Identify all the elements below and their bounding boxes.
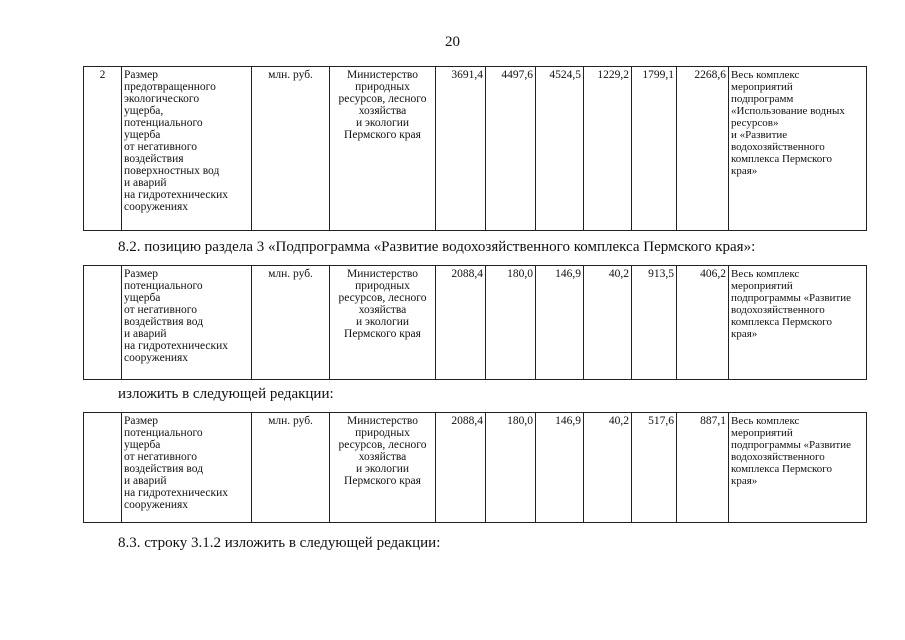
indicator-name: Размер потенциального ущерба от негативного воздействия вод и аварий на гидротехнических сооружениях bbox=[122, 413, 252, 523]
row-number: 2 bbox=[84, 67, 122, 231]
indicator-name: Размер предотвращенного экологического ущерба, потенциального ущерба от негативного воздействия поверхностных вод и аварий на гидротехнических сооружениях bbox=[122, 67, 252, 231]
value-cell: 406,2 bbox=[677, 266, 729, 380]
value-cell: 4524,5 bbox=[536, 67, 584, 231]
indicator-table-2 bbox=[83, 265, 867, 380]
value-cell: 146,9 bbox=[536, 266, 584, 380]
value-cell: 180,0 bbox=[486, 266, 536, 380]
executor-cell: Министерство природных ресурсов, лесного хозяйства и экологии Пермского края bbox=[330, 413, 436, 523]
value-cell: 2088,4 bbox=[436, 266, 486, 380]
table-row bbox=[84, 67, 867, 231]
table-row bbox=[84, 413, 867, 523]
executor-cell: Министерство природных ресурсов, лесного хозяйства и экологии Пермского края bbox=[330, 266, 436, 380]
paragraph-8-3: 8.3. строку 3.1.2 изложить в следующей редакции: bbox=[118, 535, 441, 551]
table-row bbox=[84, 266, 867, 380]
paragraph-8-2: 8.2. позицию раздела 3 «Подпрограмма «Развитие водохозяйственного комплекса Пермского края»: bbox=[118, 239, 756, 255]
value-cell: 913,5 bbox=[632, 266, 677, 380]
value-cell: 3691,4 bbox=[436, 67, 486, 231]
value-cell: 146,9 bbox=[536, 413, 584, 523]
unit-cell: млн. руб. bbox=[252, 413, 330, 523]
page-number: 20 bbox=[445, 34, 460, 50]
value-cell: 40,2 bbox=[584, 266, 632, 380]
paragraph-new-edition: изложить в следующей редакции: bbox=[118, 386, 334, 402]
unit-cell: млн. руб. bbox=[252, 266, 330, 380]
value-cell: 180,0 bbox=[486, 413, 536, 523]
value-cell: 1799,1 bbox=[632, 67, 677, 231]
indicator-name: Размер потенциального ущерба от негативного воздействия вод и аварий на гидротехнических сооружениях bbox=[122, 266, 252, 380]
unit-cell: млн. руб. bbox=[252, 67, 330, 231]
value-cell: 2088,4 bbox=[436, 413, 486, 523]
indicator-table-3 bbox=[83, 412, 867, 523]
note-cell: Весь комплекс мероприятий подпрограммы «Развитие водохозяйственного комплекса Пермского края» bbox=[729, 413, 867, 523]
value-cell: 887,1 bbox=[677, 413, 729, 523]
value-cell: 517,6 bbox=[632, 413, 677, 523]
value-cell: 2268,6 bbox=[677, 67, 729, 231]
row-number bbox=[84, 413, 122, 523]
note-cell: Весь комплекс мероприятий подпрограмм «Использование водных ресурсов» и «Развитие водохозяйственного комплекса Пермского края» bbox=[729, 67, 867, 231]
row-number bbox=[84, 266, 122, 380]
value-cell: 4497,6 bbox=[486, 67, 536, 231]
value-cell: 1229,2 bbox=[584, 67, 632, 231]
indicator-table-1 bbox=[83, 66, 867, 231]
value-cell: 40,2 bbox=[584, 413, 632, 523]
executor-cell: Министерство природных ресурсов, лесного хозяйства и экологии Пермского края bbox=[330, 67, 436, 231]
note-cell: Весь комплекс мероприятий подпрограммы «Развитие водохозяйственного комплекса Пермского края» bbox=[729, 266, 867, 380]
